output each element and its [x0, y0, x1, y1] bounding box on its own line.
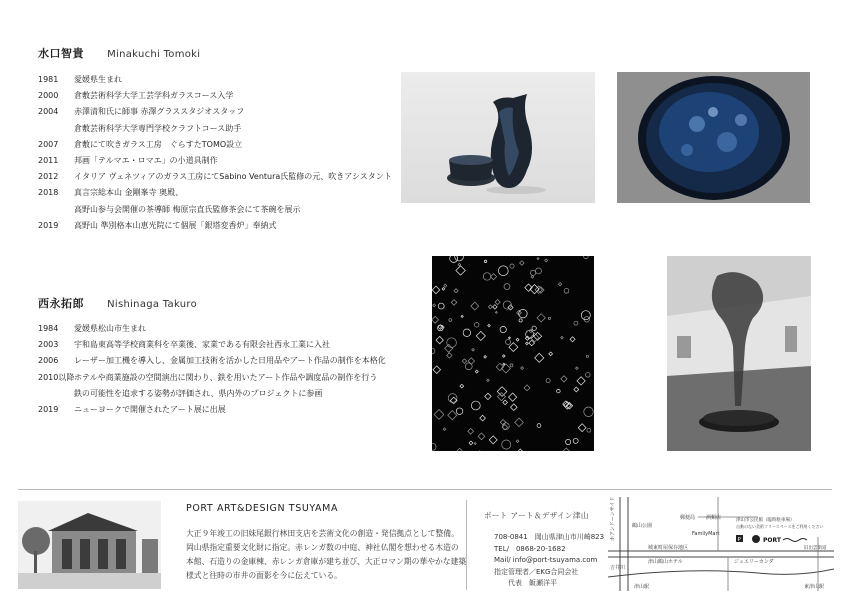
- installation-light-shape: [537, 258, 539, 260]
- installation-light-shape: [509, 393, 517, 401]
- artist-1-bio: [38, 72, 392, 234]
- bio-row: [38, 353, 386, 369]
- bio-year: 2006: [38, 356, 59, 366]
- bio-year: 2018: [38, 188, 59, 198]
- representative: 代表 飯瀬洋平: [508, 579, 557, 587]
- bio-row: [38, 137, 392, 153]
- map-label-port: PORT: [763, 537, 781, 544]
- installation-light-shape: [517, 449, 524, 451]
- installation-light-shape: [433, 304, 436, 307]
- bio-row: [38, 321, 386, 337]
- bio-row: [38, 386, 386, 402]
- bio-row: [38, 402, 386, 418]
- bio-year: 2011: [38, 156, 59, 166]
- installation-light-shape: [488, 305, 492, 309]
- installation-light-shape: [509, 343, 518, 352]
- bio-text: 邦画「テルマエ・ロマエ」の小道具制作: [74, 156, 218, 166]
- map-label-school: 鶴山公園: [632, 523, 653, 529]
- map-label-hotel: 津山鶴山ホテル: [648, 559, 683, 565]
- footer-vertical-divider: [466, 500, 467, 590]
- footer-divider: [18, 489, 832, 490]
- installation-light-shape: [515, 418, 524, 427]
- installation-light-shape: [465, 363, 472, 370]
- installation-light-shape: [442, 287, 445, 290]
- bio-year: 2000: [38, 91, 59, 101]
- installation-light-shape: [480, 415, 486, 421]
- installation-light-shape: [461, 315, 463, 317]
- installation-light-shape: [535, 353, 544, 362]
- map-label-station: 津山駅: [634, 584, 650, 590]
- bio-text: 倉敷芸術科学大学工芸学科ガラスコース入学: [74, 91, 234, 101]
- bio-text: イタリア ヴェネツィアのガラス工房にてSabino Ventura氏監修の元、吹きアシスタント: [74, 172, 392, 182]
- mail-link[interactable]: Mail/ info@port-tsuyama.com: [494, 556, 598, 564]
- map-parking-icon: P: [737, 537, 741, 543]
- installation-light-shape: [438, 303, 444, 309]
- bio-year: [38, 202, 74, 218]
- installation-light-shape: [537, 314, 545, 322]
- bio-year: 2019: [38, 405, 59, 415]
- installation-light-shape: [557, 389, 561, 393]
- installation-light-shape: [495, 300, 500, 305]
- installation-light-shape: [562, 448, 570, 451]
- installation-light-shape: [546, 379, 550, 383]
- installation-light-shape: [485, 393, 491, 399]
- installation-light-shape: [451, 300, 457, 306]
- bio-year: 2010以降: [38, 372, 75, 382]
- installation-light-shape: [516, 338, 519, 341]
- installation-light-shape: [443, 428, 446, 431]
- footer-description-line: 本館、石造りの金庫棟、赤レンガ倉庫が建ち並び、大正ロマン期の華やかな建築: [186, 557, 467, 566]
- bio-text: 高野山参与会開催の茶導師 梅原宗直氏監修茶会にて茶碗を展示: [74, 204, 301, 214]
- footer-description: [186, 527, 466, 583]
- artist-1-header: [38, 42, 200, 61]
- installation-light-shape: [578, 424, 586, 432]
- installation-light-shape: [493, 305, 497, 309]
- bio-row: [38, 185, 392, 201]
- installation-light-shape: [484, 356, 487, 359]
- footer-title: PORT ART&DESIGN TSUYAMA: [186, 503, 339, 514]
- installation-light-shape: [432, 348, 435, 354]
- installation-light-shape: [489, 436, 497, 444]
- installation-light-shape: [573, 438, 578, 443]
- artist-1-name-jp: 水口智貴: [38, 47, 84, 60]
- installation-light-shape: [474, 322, 479, 327]
- artist-2-name-en: Nishinaga Takuro: [107, 299, 198, 310]
- map-label-parking: 津山市公民館（臨時駐車場）: [736, 518, 795, 523]
- bio-year: 1981: [38, 75, 59, 84]
- installation-light-shape: [510, 264, 514, 268]
- installation-light-shape: [476, 331, 485, 340]
- bio-year: 1984: [38, 324, 59, 333]
- installation-light-shape: [511, 404, 518, 411]
- bio-row: [38, 72, 392, 88]
- installation-light-shape: [491, 274, 497, 280]
- bio-text: 宇和島東高等学校商業科を卒業後、家業である有限会社西永工業に入社: [74, 340, 330, 350]
- bio-row: [38, 218, 392, 234]
- tel: TEL/ 0868-20-1682: [494, 544, 566, 553]
- installation-light-shape: [576, 367, 579, 370]
- installation-light-shape: [561, 376, 567, 382]
- installation-light-shape: [447, 353, 452, 358]
- installation-light-shape: [432, 286, 440, 294]
- installation-light-shape: [445, 344, 453, 352]
- installation-light-shape: [504, 284, 510, 290]
- installation-light-shape: [434, 410, 444, 420]
- manager: 指定管理者／EKG合同会社: [494, 567, 579, 576]
- installation-light-shape: [438, 325, 444, 331]
- bio-row: [38, 169, 392, 185]
- bio-row: [38, 202, 392, 218]
- installation-light-shape: [468, 358, 474, 364]
- installation-light-shape: [432, 316, 439, 323]
- installation-light-shape: [503, 400, 508, 405]
- installation-light-shape: [510, 364, 513, 367]
- installation-light-shape: [455, 256, 464, 261]
- installation-light-shape: [471, 302, 479, 310]
- installation-light-shape: [537, 424, 541, 428]
- map-label-route: ホアンドーンサイド: [610, 497, 616, 541]
- installation-light-shape: [570, 337, 575, 342]
- glass-vessels-photo: [401, 72, 595, 203]
- artist-2-header: [38, 292, 197, 311]
- map-label-parking-note: 自動のない美術フリースペースをご利用ください: [736, 524, 824, 529]
- map-label-jewelry: ジュエリーカンダ: [734, 559, 774, 565]
- installation-light-shape: [584, 407, 593, 416]
- bio-year: [38, 386, 74, 402]
- installation-light-shape: [502, 440, 511, 449]
- bio-row: [38, 337, 386, 353]
- installation-light-shape: [432, 443, 436, 450]
- installation-light-shape: [436, 336, 443, 343]
- installation-light-shape: [483, 273, 490, 280]
- installation-light-shape: [501, 364, 510, 373]
- installation-light-shape: [549, 352, 553, 356]
- installation-light-shape: [526, 342, 529, 345]
- access-map: [608, 497, 834, 591]
- map-label-familymart: FamilyMart: [692, 531, 720, 537]
- installation-light-shape: [536, 268, 542, 274]
- installation-light-shape: [448, 411, 457, 420]
- installation-light-shape: [449, 319, 452, 322]
- iron-installation-dark-photo: [432, 256, 594, 451]
- installation-light-shape: [500, 326, 506, 332]
- bio-row: [38, 121, 392, 137]
- installation-light-shape: [433, 366, 441, 374]
- bio-text: 鉄の可能性を追求する姿勢が評価され、県内外のプロジェクトに参画: [74, 388, 323, 398]
- footer-description-line: 大正９年竣工の旧妹尾銀行林田支店を芸術文化の創造・発信拠点として整備。: [186, 529, 459, 538]
- installation-light-shape: [463, 329, 470, 336]
- bio-year: 2019: [38, 220, 59, 230]
- bio-row: [38, 370, 386, 386]
- installation-light-shape: [530, 270, 535, 275]
- map-label-old-road: 旧出雲街道: [804, 546, 827, 551]
- contact-info: [494, 532, 604, 590]
- installation-light-shape: [587, 428, 591, 432]
- installation-light-shape: [558, 283, 561, 286]
- installation-light-shape: [524, 385, 530, 391]
- org-name: ポート アート＆デザイン津山: [484, 511, 589, 520]
- map-label-district: 城東町屋保存地区: [648, 545, 689, 551]
- installation-light-shape: [516, 440, 519, 443]
- installation-light-shape: [447, 338, 457, 348]
- installation-light-shape: [456, 408, 463, 415]
- installation-light-shape: [474, 443, 476, 445]
- bio-text: 倉敷芸術科学大学専門学校クラフトコース助手: [74, 123, 242, 133]
- installation-light-shape: [508, 337, 510, 339]
- installation-light-shape: [561, 336, 564, 339]
- artist-2-name-jp: 西永拓郎: [38, 297, 84, 310]
- bio-text: 愛媛県生まれ: [74, 75, 122, 84]
- bio-text: 愛媛県松山市生まれ: [74, 324, 146, 333]
- bio-row: [38, 153, 392, 169]
- installation-light-shape: [584, 256, 589, 259]
- bio-text: ホテルや商業施設の空間演出に関わり、鉄を用いたアート作品や調度品の制作を行う: [74, 372, 378, 382]
- bio-year: 2004: [38, 107, 59, 117]
- installation-light-shape: [545, 259, 548, 262]
- installation-light-shape: [450, 256, 458, 262]
- installation-light-shape: [488, 324, 491, 327]
- installation-light-shape: [456, 266, 465, 275]
- installation-light-shape: [577, 377, 585, 385]
- installation-light-shape: [497, 387, 507, 397]
- installation-light-shape: [581, 311, 590, 320]
- map-label-river: 吉井川: [610, 565, 626, 571]
- artist-2-bio: [38, 321, 386, 418]
- installation-light-shape: [574, 387, 579, 392]
- installation-light-shape: [585, 372, 590, 377]
- installation-light-shape: [460, 384, 464, 388]
- installation-light-shape: [519, 319, 522, 322]
- iron-sculpture-gallery-photo: [667, 256, 811, 451]
- installation-light-shape: [532, 326, 536, 330]
- installation-light-shape: [520, 261, 525, 266]
- installation-light-shape: [472, 348, 475, 351]
- installation-light-shape: [503, 363, 505, 365]
- installation-light-shape: [468, 428, 474, 434]
- bio-text: 高野山 準別格本山恵光院にて個展「銀塔変香炉」奉納式: [74, 220, 277, 230]
- installation-light-shape: [498, 266, 508, 276]
- installation-light-shape: [548, 317, 550, 319]
- footer-description-line: 岡山県指定重要文化財に指定。赤レンガ数の中庭、神社仏閣を想わせる木造の: [186, 543, 459, 552]
- glass-plate-photo: [617, 72, 810, 203]
- installation-light-shape: [471, 401, 480, 410]
- installation-light-shape: [458, 263, 461, 266]
- port-building-photo: [18, 501, 161, 589]
- bio-row: [38, 104, 392, 120]
- bio-year: 2003: [38, 340, 59, 350]
- bio-text: 真言宗総本山 金剛峯寺 奥殿、: [74, 188, 184, 198]
- installation-light-shape: [462, 359, 466, 363]
- installation-light-shape: [574, 321, 578, 325]
- footer-description-line: 様式と往時の市井の面影を今に伝えている。: [186, 571, 342, 580]
- installation-light-shape: [475, 370, 478, 373]
- map-label-east-station: 東津山駅: [804, 584, 825, 590]
- map-label-liquor: 酒類店: [706, 515, 722, 521]
- installation-light-shape: [566, 439, 571, 444]
- bio-text: 赤澤清和氏に師事 赤澤グラススタジオスタッフ: [74, 107, 245, 117]
- bio-text: ニューヨークで開催されたアート展に出展: [74, 405, 226, 415]
- map-label-post-office: 郵便局: [680, 515, 696, 521]
- installation-light-shape: [444, 284, 447, 287]
- installation-light-shape: [454, 289, 458, 293]
- installation-light-shape: [457, 448, 463, 451]
- bio-text: レーザー加工機を導入し、金属加工技術を活かした日用品やアート作品の制作を本格化: [74, 356, 386, 366]
- bio-text: 倉敷にて吹きガラス工房 ぐらすたTOMO設立: [74, 139, 243, 149]
- installation-light-shape: [506, 339, 511, 344]
- installation-light-shape: [502, 355, 505, 358]
- artist-1-name-en: Minakuchi Tomoki: [107, 49, 201, 60]
- installation-light-shape: [487, 379, 490, 382]
- bio-year: 2012: [38, 172, 59, 182]
- installation-light-shape: [469, 441, 473, 445]
- installation-light-shape: [521, 367, 524, 370]
- installation-light-shape: [478, 433, 485, 440]
- bio-year: 2007: [38, 139, 59, 149]
- installation-light-shape: [586, 355, 588, 357]
- installation-light-shape: [564, 288, 569, 293]
- installation-light-shape: [495, 311, 497, 313]
- bio-row: [38, 88, 392, 104]
- bio-year: [38, 121, 74, 137]
- address: 708-0841 岡山県津山市川崎823: [494, 533, 605, 541]
- installation-light-shape: [484, 260, 486, 262]
